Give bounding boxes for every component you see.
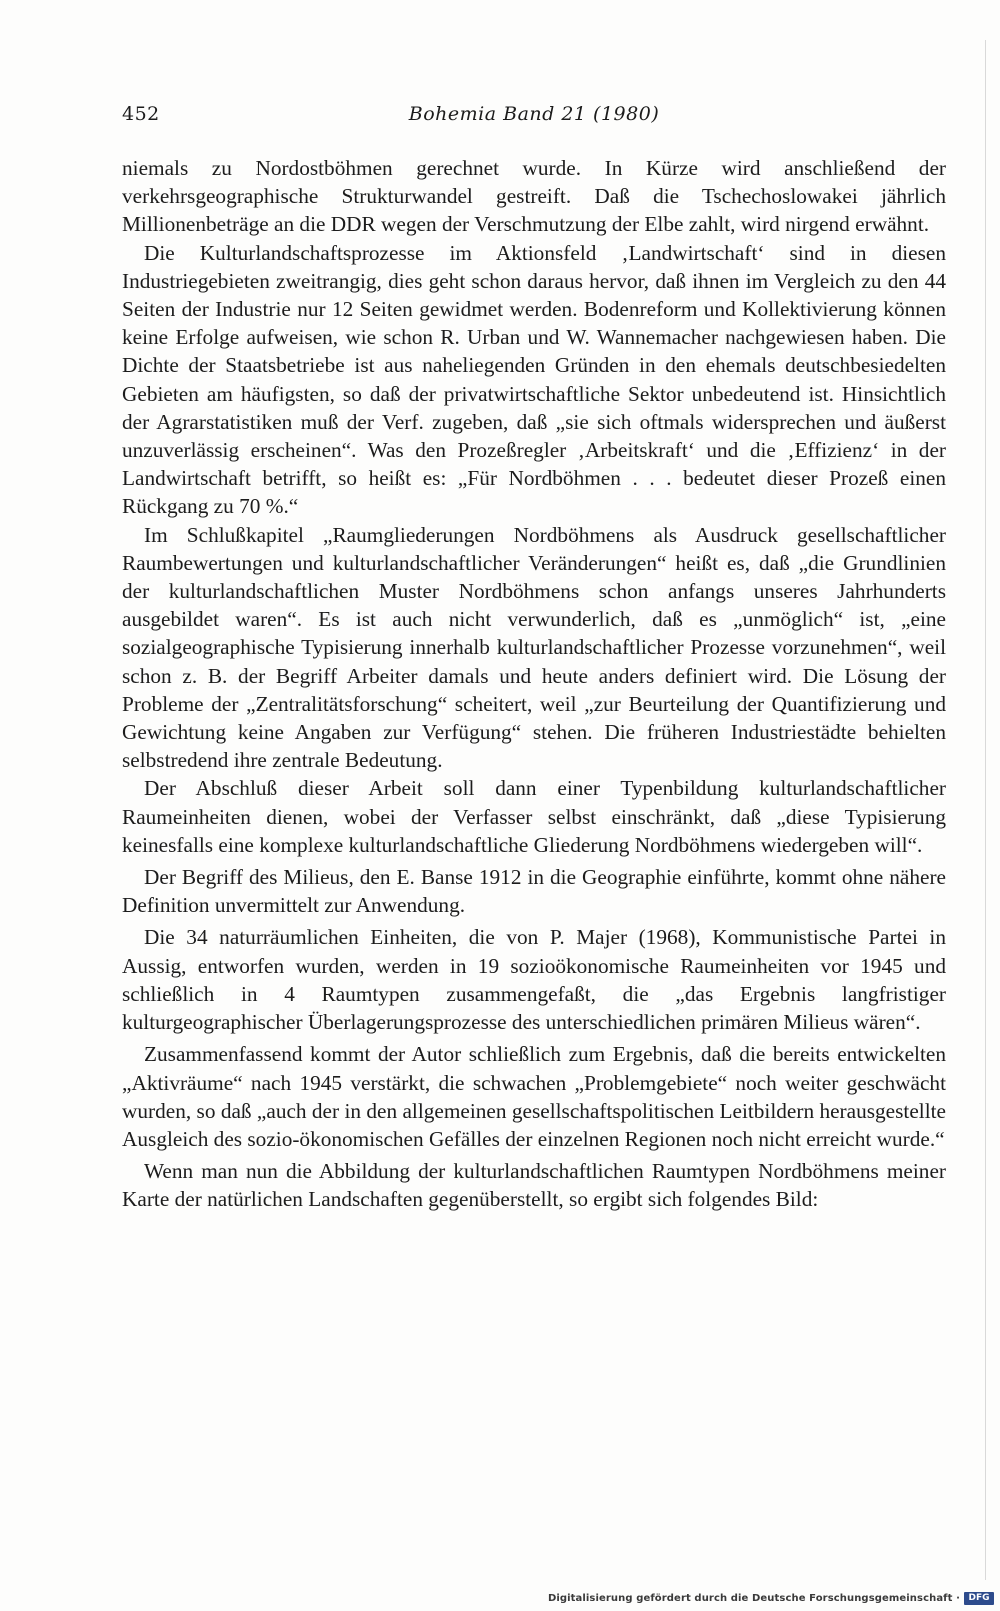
funding-note: Digitalisierung gefördert durch die Deutsche Forschungsgemeinschaft · xyxy=(547,1592,960,1604)
paragraph: Zusammenfassend kommt der Autor schließlich zum Ergebnis, daß die bereits entwickelten „Aktivräume“ nach 1945 verstärkt, die schwachen „Problemgebiete“ noch weiter geschwächt wurden, so daß „auch der in den allgemeinen gesellschaftspolitischen Leitbildern herausgestellte Ausgleich des sozio-ökonomischen Gefälles der einzelnen Regionen noch nicht erreicht wurde.“ xyxy=(122,1042,946,1151)
paragraph: Wenn man nun die Abbildung der kulturlandschaftlichen Raumtypen Nordböhmens meiner Karte der natürlichen Landschaften gegenüberstellt, so ergibt sich folgendes Bild: xyxy=(122,1159,946,1212)
paragraph: Der Abschluß dieser Arbeit soll dann einer Typenbildung kulturlandschaftlicher Raumeinheiten dienen, wobei der Verfasser selbst einschränkt, daß „diese Typisierung keinesfalls eine komplexe kulturlandschaftliche Gliederung Nordböhmens wiedergeben will“. xyxy=(122,776,946,857)
page-header xyxy=(122,103,946,133)
page-number: 452 xyxy=(122,103,160,125)
paragraph: Der Begriff des Milieus, den E. Banse 1912 in die Geographie einführte, kommt ohne nähere Definition unvermittelt zur Anwendung. xyxy=(122,865,946,918)
digitization-footer xyxy=(548,1589,994,1607)
paragraph: Die Kulturlandschaftsprozesse im Aktionsfeld ‚Landwirtschaft‘ sind in diesen Industriegebieten zweitrangig, dies geht schon daraus hervor, daß ihnen im Vergleich zu den 44 Seiten der Industrie nur 12 Seiten gewidmet werden. Bodenreform und Kollektivierung können keine Erfolge aufweisen, wie schon R. Urban und W. Wannemacher nachgewiesen haben. Die Dichte der Staatsbetriebe ist aus naheliegenden Gründen in den ehemals deutschbesiedelten Gebieten am häufigsten, so daß der privatwirtschaftliche Sektor unbedeutend ist. Hinsichtlich der Agrarstatistiken muß der Verf. zugeben, daß „sie sich oftmals widersprechen und äußerst unzuverlässig erscheinen“. Was den Prozeßregler ‚Arbeitskraft‘ und die ‚Effizienz‘ in der Landwirtschaft betrifft, so heißt es: „Für Nordböhmen . . . bedeutet dieser Prozeß einen Rückgang zu 70 %.“ xyxy=(122,240,946,519)
running-title: Bohemia Band 21 (1980) xyxy=(408,103,660,125)
dfg-logo-icon: DFG xyxy=(964,1592,994,1605)
paragraph: niemals zu Nordostböhmen gerechnet wurde. In Kürze wird anschließend der verkehrsgeographische Strukturwandel gestreift. Daß die Tschechoslowakei jährlich Millionenbeträge an die DDR wegen der Verschmutzung der Elbe zahlt, wird nirgend erwähnt. xyxy=(122,156,946,237)
page-edge xyxy=(985,40,986,1580)
body-text xyxy=(122,154,946,1214)
paragraph: Die 34 naturräumlichen Einheiten, die von P. Majer (1968), Kommunistische Partei in Aussig, entworfen wurden, werden in 19 sozioökonomische Raumeinheiten vor 1945 und schließlich in 4 Raumtypen zusammengefaßt, die „das Ergebnis langfristiger kulturgeographischer Überlagerungsprozesse des unterschiedlichen primären Milieus wären“. xyxy=(122,925,946,1035)
paragraph: Im Schlußkapitel „Raumgliederungen Nordböhmens als Ausdruck gesellschaftlicher Raumbewertungen und kulturlandschaftlicher Veränderungen“ heißt es, daß „die Grundlinien der kulturlandschaftlichen Muster Nordböhmens schon anfangs unseres Jahrhunderts ausgebildet waren“. Es ist auch nicht verwunderlich, daß es „unmöglich“ ist, „eine sozialgeographische Typisierung innerhalb kulturlandschaftlicher Prozesse vorzunehmen“, weil schon z. B. der Begriff Arbeiter damals und heute anders definiert wird. Die Lösung der Probleme der „Zentralitätsforschung“ scheitert, weil „zur Beurteilung der Quantifizierung und Gewichtung keine Angaben zur Verfügung“ stehen. Die früheren Industriestädte behielten selbstredend ihre zentrale Bedeutung. xyxy=(122,522,946,773)
